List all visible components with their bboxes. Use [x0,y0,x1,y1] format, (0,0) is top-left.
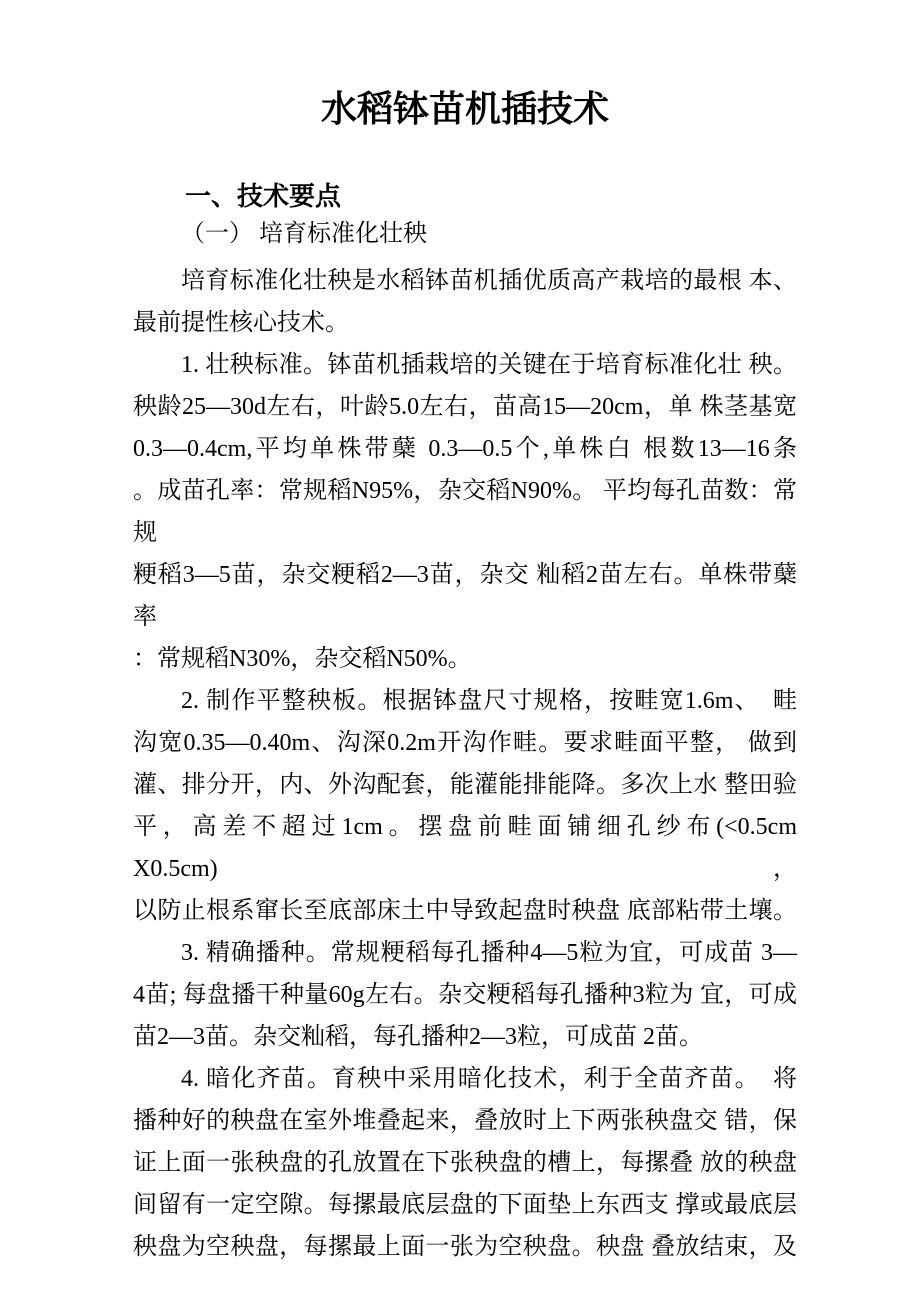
text-block [0,86,920,1268]
text-line: ：常规稻N30%，杂交稻N50%。 [133,646,472,672]
text-line: 粳稻3—5苗，杂交粳稻2—3苗，杂交 籼稻2苗左右。单株带蘖率 [133,562,797,630]
text-line: 3. 精确播种。常规粳稻每孔播种4—5粒为宜，可成苗 3— [181,940,797,966]
section-heading: 一、技术要点 [185,181,342,211]
text-line: 平，高差不超过1cm。摆盘前畦面铺细孔纱布(<0.5cm X0.5cm)， [133,814,797,882]
text-line: 间留有一定空隙。每摞最底层盘的下面垫上东西支 撑或最底层 [133,1192,797,1218]
text-line: 1. 壮秧标准。钵苗机插栽培的关键在于培育标准化壮 秧。 [181,352,797,378]
document-title: 水稻钵苗机插技术 [320,88,609,129]
text-line: 0.3—0.4cm,平均单株带蘖 0.3—0.5个,单株白 根数13—16条 [133,436,797,462]
text-line: 秧盘为空秧盘，每摞最上面一张为空秧盘。秧盘 叠放结束，及 [133,1234,797,1260]
subsection-heading: （一） 培育标准化壮秧 [181,221,427,247]
text-line: 最前提性核心技术。 [133,310,349,336]
text-line: 4苗; 每盘播干种量60g左右。杂交粳稻每孔播种3粒为 宜，可成 [133,982,797,1008]
body-text [133,260,797,1268]
text-line: 证上面一张秧盘的孔放置在下张秧盘的槽上，每摞叠 放的秧盘 [133,1150,797,1176]
text-line: 。成苗孔率：常规稻N95%，杂交稻N90%。 平均每孔苗数：常规 [133,478,797,546]
text-line: 培育标准化壮秧是水稻钵苗机插优质高产栽培的最根 本、 [181,268,797,294]
text-line: 4. 暗化齐苗。育秧中采用暗化技术，利于全苗齐苗。 将 [181,1066,797,1092]
text-line: 播种好的秧盘在室外堆叠起来，叠放时上下两张秧盘交 错，保 [133,1108,797,1134]
text-line: 2. 制作平整秧板。根据钵盘尺寸规格，按畦宽1.6m、 畦 [181,688,797,714]
text-line: 以防止根系窜长至底部床土中导致起盘时秧盘 底部粘带土壤。 [133,898,797,924]
text-line: 秧龄25—30d左右，叶龄5.0左右，苗高15—20cm，单 株茎基宽 [133,394,797,420]
text-line: 灌、排分开，内、外沟配套，能灌能排能降。多次上水 整田验 [133,772,797,798]
text-line: 苗2—3苗。杂交籼稻，每孔播种2—3粒，可成苗 2苗。 [133,1024,703,1050]
text-line: 沟宽0.35—0.40m、沟深0.2m开沟作畦。要求畦面平整， 做到 [133,730,797,756]
